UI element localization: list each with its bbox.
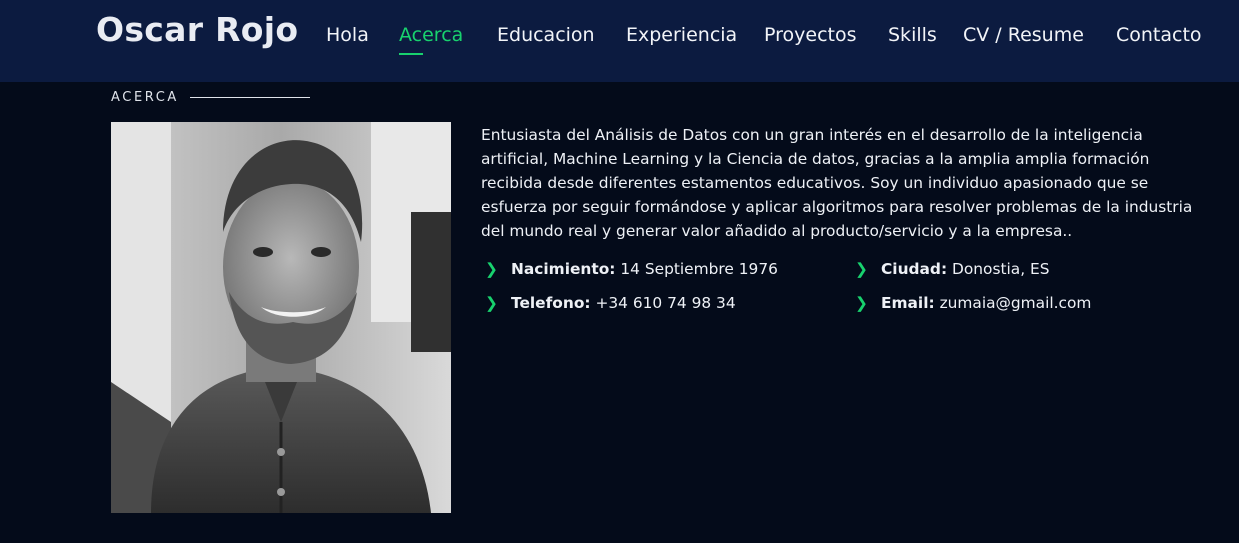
- site-header: [0, 0, 1239, 82]
- brand-logo[interactable]: Oscar Rojo: [96, 10, 299, 49]
- nav-item-contacto[interactable]: Contacto: [1116, 24, 1202, 46]
- nav-item-educacion[interactable]: Educacion: [497, 24, 595, 46]
- about-description: Entusiasta del Análisis de Datos con un gran interés en el desarrollo de la inteligencia artificial, Machine Learning y la Ciencia de datos, gracias a la amplia amplia formación recibida desde diferentes estamentos educativos. Soy un individuo apasionado que se esfuerza por seguir formándose y aplicar algoritmos para resolver problemas de la industria del mundo real y generar valor añadido al producto/servicio y a la empresa..: [481, 126, 1193, 240]
- nav-item-cv-resume[interactable]: CV / Resume: [963, 24, 1084, 46]
- detail-email: [855, 294, 1091, 312]
- detail-email-value: zumaia@gmail.com: [939, 294, 1092, 312]
- section-title: ACERCA: [111, 90, 179, 105]
- chevron-right-icon: ❯: [855, 260, 868, 278]
- detail-birth: [485, 260, 778, 278]
- nav-item-experiencia[interactable]: Experiencia: [626, 24, 738, 46]
- nav-item-hola[interactable]: Hola: [326, 24, 369, 46]
- detail-city-label: Ciudad:: [881, 260, 948, 278]
- nav-item-skills[interactable]: Skills: [888, 24, 937, 46]
- detail-email-label: Email:: [881, 294, 935, 312]
- main-nav: [0, 0, 1239, 82]
- nav-item-acerca[interactable]: Acerca: [399, 24, 464, 46]
- nav-item-proyectos[interactable]: Proyectos: [764, 24, 857, 46]
- detail-birth-label: Nacimiento:: [511, 260, 616, 278]
- chevron-right-icon: ❯: [855, 294, 868, 312]
- detail-city: [855, 260, 1050, 278]
- section-title-divider: [190, 97, 310, 98]
- detail-city-value: Donostia, ES: [952, 260, 1050, 278]
- detail-birth-value: 14 Septiembre 1976: [620, 260, 778, 278]
- detail-phone: [485, 294, 736, 312]
- profile-photo: [111, 122, 451, 513]
- chevron-right-icon: ❯: [485, 294, 498, 312]
- chevron-right-icon: ❯: [485, 260, 498, 278]
- detail-phone-label: Telefono:: [511, 294, 591, 312]
- detail-phone-value: +34 610 74 98 34: [595, 294, 736, 312]
